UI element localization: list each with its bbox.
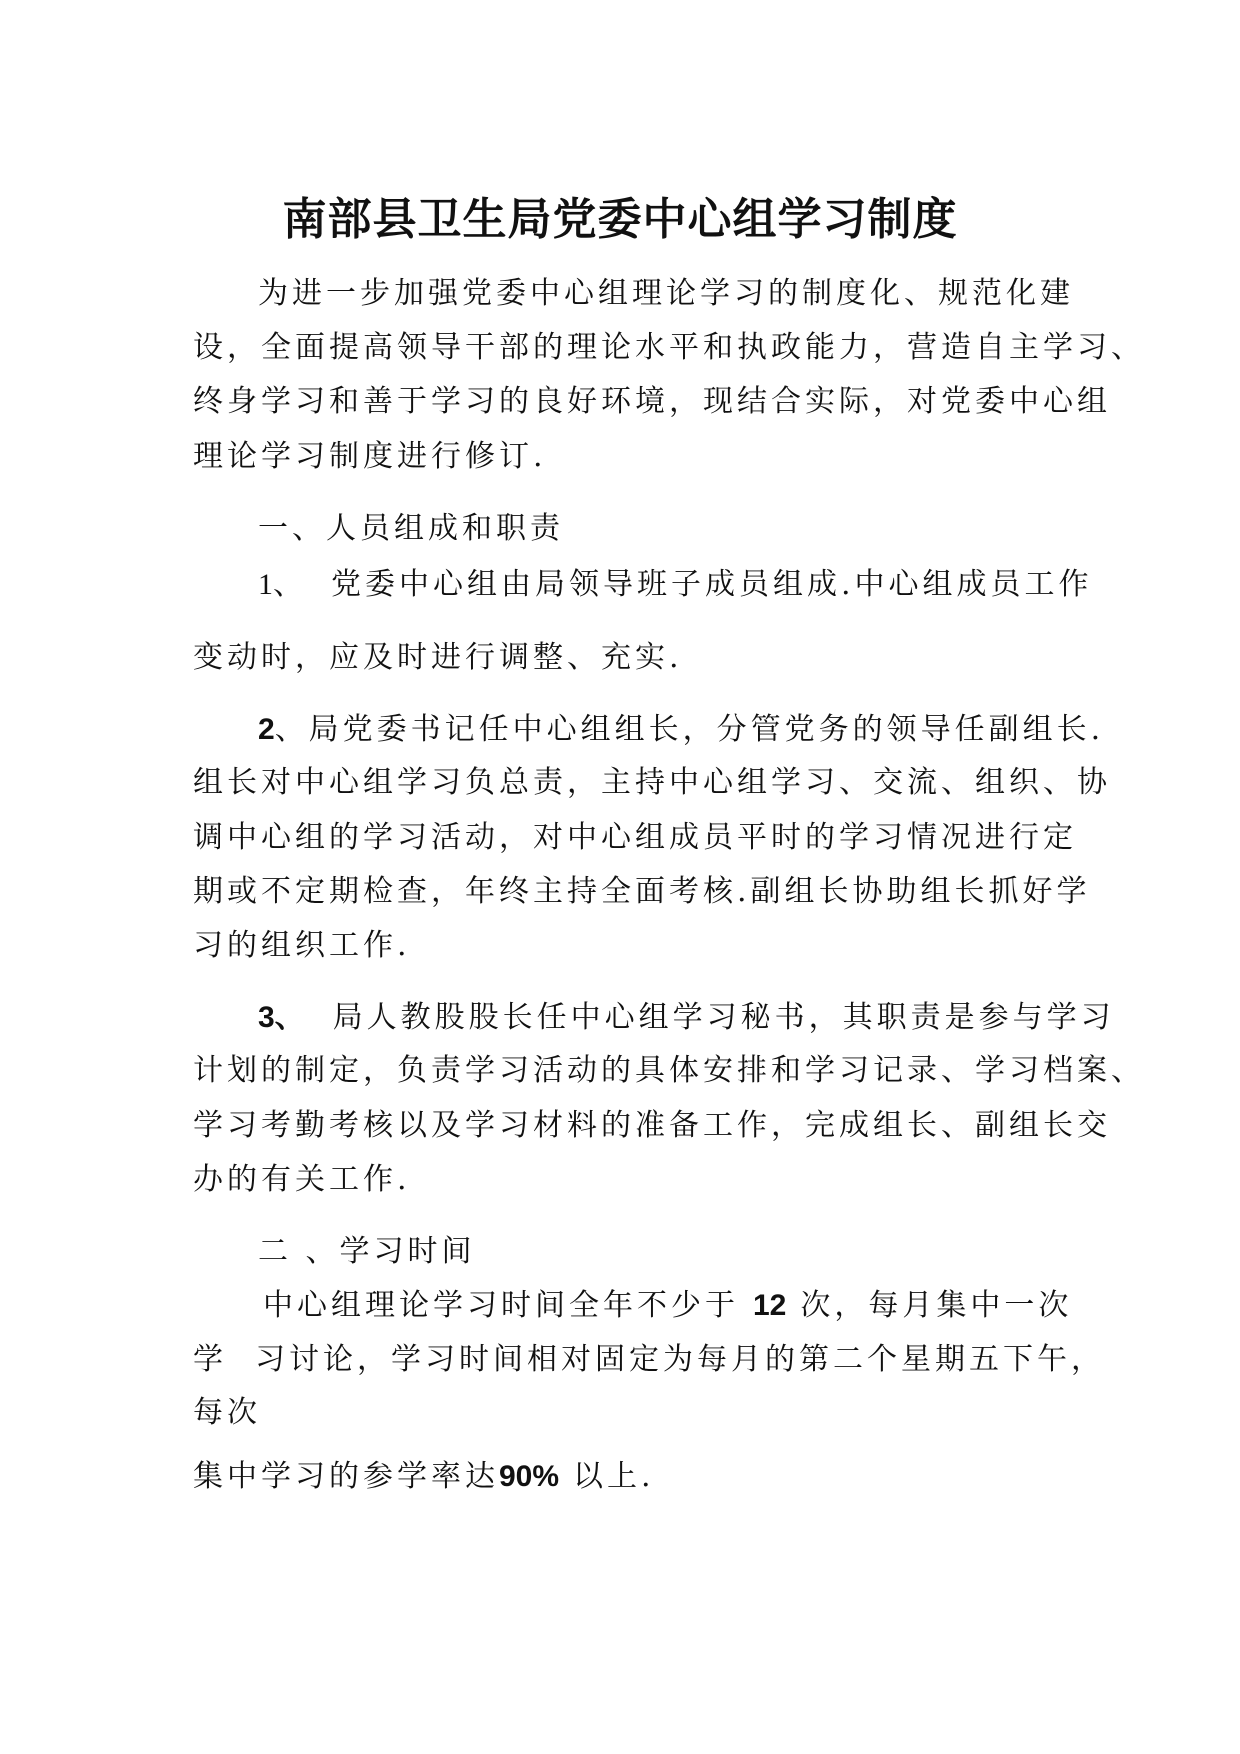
section1-heading: 一、人员组成和职责 xyxy=(258,511,564,546)
intro-line-4: 理论学习制度进行修订. xyxy=(193,439,547,474)
item3-line-3: 学习考勤考核以及学习材料的准备工作，完成组长、副组长交 xyxy=(193,1108,1111,1143)
attendance-rate: 90% xyxy=(499,1460,560,1493)
item1-text-1: 党委中心组由局领导班子成员组成.中心组成员工作 xyxy=(331,567,1093,602)
section2-line-2-b: 习讨论，学习时间相对固定为每月的第二个星期五下午， xyxy=(255,1342,1105,1377)
section2-line-4-text: 集中学习的参学率达 xyxy=(193,1459,499,1494)
intro-line-3: 终身学习和善于学习的良好环境，现结合实际，对党委中心组 xyxy=(193,384,1111,419)
item1-line-2: 变动时，应及时进行调整、充实. xyxy=(193,640,683,675)
item1-line-1 xyxy=(258,565,1093,605)
document-title: 南部县卫生局党委中心组学习制度 xyxy=(282,194,958,245)
section2-line-4 xyxy=(193,1457,655,1497)
item2-text-1: 、局党委书记任中心组组长，分管党务的领导任副组长. xyxy=(274,712,1105,747)
section2-line-1-text: 中心组理论学习时间全年不少于 xyxy=(263,1288,739,1323)
section2-line-1 xyxy=(263,1286,1072,1326)
item2-line-5: 习的组织工作. xyxy=(193,928,411,963)
item2-line-1 xyxy=(258,710,1104,750)
section2-line-1-text-after: 次，每月集中一次 xyxy=(800,1288,1073,1323)
section2-line-2-a: 学 xyxy=(193,1342,227,1377)
item2-line-2: 组长对中心组学习负总责，主持中心组学习、交流、组织、协 xyxy=(193,765,1111,800)
intro-line-1: 为进一步加强党委中心组理论学习的制度化、规范化建 xyxy=(258,276,1074,311)
intro-line-2: 设，全面提高领导干部的理论水平和执政能力，营造自主学习、 xyxy=(193,330,1145,365)
section2-heading: 二 、学习时间 xyxy=(258,1234,476,1269)
item3-number: 3、 xyxy=(258,1001,305,1034)
item3-line-4: 办的有关工作. xyxy=(193,1162,411,1197)
section2-line-4-text-after: 以上. xyxy=(573,1459,655,1494)
item2-number: 2 xyxy=(258,713,275,746)
item2-line-4: 期或不定期检查，年终主持全面考核.副组长协助组长抓好学 xyxy=(193,874,1091,909)
item3-line-2: 计划的制定，负责学习活动的具体安排和学习记录、学习档案、 xyxy=(193,1053,1145,1088)
section2-line-2 xyxy=(193,1340,1105,1380)
item1-number: 1、 xyxy=(258,568,303,601)
item2-line-3: 调中心组的学习活动，对中心组成员平时的学习情况进行定 xyxy=(193,820,1077,855)
min-sessions-number: 12 xyxy=(753,1289,787,1322)
section2-line-3: 每次 xyxy=(193,1395,261,1430)
item3-line-1 xyxy=(258,998,1115,1038)
item3-text-1: 局人教股股长任中心组学习秘书，其职责是参与学习 xyxy=(332,1000,1115,1035)
